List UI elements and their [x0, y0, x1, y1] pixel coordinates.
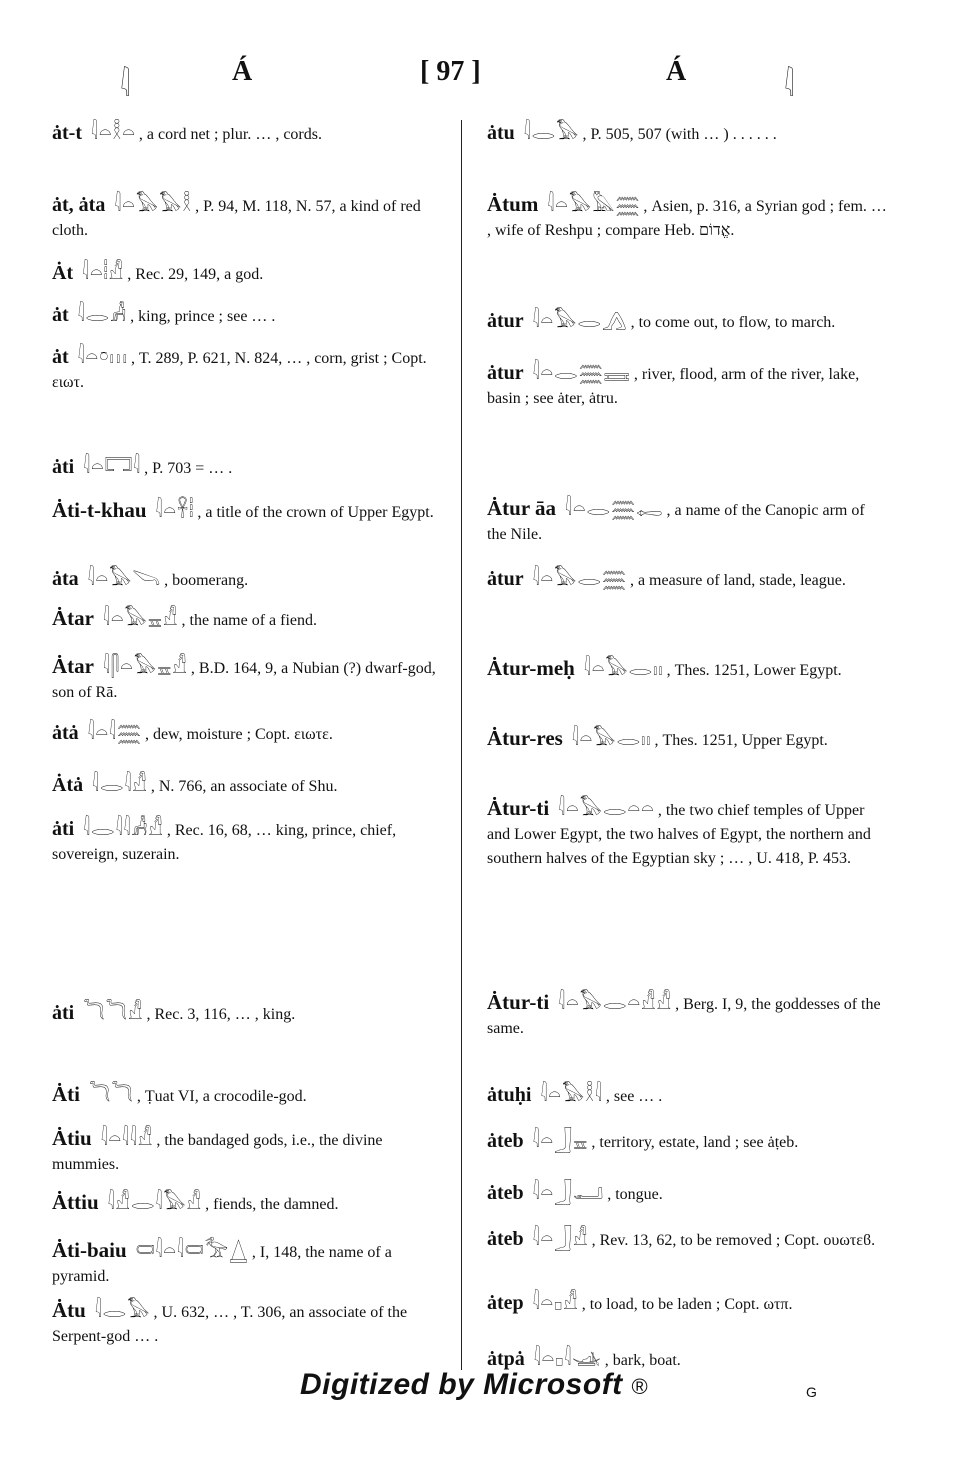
headword: ȧtep [487, 1292, 524, 1314]
headword: ȧteb [487, 1130, 524, 1152]
headword: ȧtur [487, 568, 524, 590]
dictionary-entry [487, 1226, 887, 1253]
definition: , Thes. 1251, Lower Egypt. [666, 662, 842, 679]
definition: , Asien, p. 316, a Syrian god ; fem. … , wife of Reshpu ; compare Heb. אֱדוֹם. [487, 198, 887, 239]
header-reed-glyph-right: 𓇋 [784, 69, 795, 104]
dictionary-entry [487, 308, 887, 335]
dictionary-entry [487, 1180, 887, 1207]
hieroglyph-group: 𓇋𓏏𓅃𓅓𓈗 [547, 192, 641, 216]
dictionary-entry [52, 772, 452, 799]
hieroglyph-group: 𓇋𓏏𓅃𓂋𓏤𓏤 [583, 656, 664, 680]
hieroglyph-group: 𓇋𓏏𓏌𓏥 [77, 344, 128, 368]
dictionary-entry [52, 1126, 452, 1177]
definition: , bark, boat. [604, 1352, 681, 1369]
definition: , a title of the crown of Upper Egypt. [197, 504, 434, 521]
dictionary-entry [52, 498, 452, 525]
headword: Ȧtu [52, 1298, 86, 1322]
hieroglyph-group: 𓇋𓏏𓏪𓀭 [82, 260, 125, 284]
hieroglyph-group: 𓇋𓂋𓀻 [77, 302, 128, 326]
signature-mark: G [806, 1384, 817, 1400]
column-divider [461, 120, 462, 1370]
definition: , I, 148, the name of a pyramid. [52, 1244, 392, 1285]
dictionary-entry [487, 1082, 887, 1109]
definition: , Rec. 29, 149, a god. [127, 266, 264, 283]
definition: , U. 632, … , T. 306, an associate of the Serpent-god … . [52, 1304, 408, 1345]
headword: Ȧti [52, 1082, 80, 1106]
definition: , to load, to be laden ; Copt. ωτπ. [581, 1296, 793, 1313]
dictionary-entry [52, 816, 452, 867]
hieroglyph-group: 𓇋𓏏𓅃𓂋𓈗 [532, 566, 627, 590]
hieroglyph-group: 𓇋𓏏𓎛𓏏 [90, 120, 136, 144]
headword: ȧtȧ [52, 722, 79, 744]
definition: , Rec. 3, 116, … , king. [146, 1006, 296, 1023]
headword: Ȧtȧ [52, 774, 84, 796]
definition: , a name of the Canopic arm of the Nile. [487, 502, 865, 543]
hieroglyph-group: 𓇋𓂋𓅃 [523, 120, 580, 144]
hieroglyph-group: 𓇋𓏏𓅃𓎛𓇋 [540, 1082, 603, 1106]
dictionary-entry [487, 496, 887, 547]
headword: Ȧttiu [52, 1190, 99, 1214]
hieroglyph-group: 𓇋𓏏𓃀𓈇 [532, 1128, 589, 1152]
dictionary-entry [52, 192, 452, 243]
digitized-watermark [300, 1368, 648, 1402]
dictionary-entry [52, 120, 452, 147]
dictionary-entry [52, 566, 452, 593]
headword: ȧtuḥi [487, 1084, 532, 1106]
hieroglyph-group: 𓇋𓏏𓅃𓅃𓎛 [114, 192, 193, 216]
hieroglyph-group: 𓇋𓏏𓅃𓂋𓏏𓀭𓀭 [558, 990, 673, 1014]
header-letter-right: Á [666, 56, 687, 87]
headword: Ȧt [52, 262, 74, 284]
dictionary-entry [52, 344, 452, 395]
dictionary-entry [487, 566, 887, 593]
registered-mark-icon: ® [631, 1374, 649, 1399]
dictionary-entry [52, 1000, 452, 1027]
headword: Ȧtar [52, 654, 94, 678]
dictionary-entry [52, 1190, 452, 1217]
headword: ȧteb [487, 1228, 524, 1250]
hieroglyph-group: 𓇋𓏏𓅃𓂋𓂻 [532, 308, 628, 332]
hieroglyph-group: 𓇋𓏏𓅃𓂋𓏏𓏏 [558, 796, 655, 820]
dictionary-entry [487, 360, 887, 411]
hieroglyph-group: 𓇋𓏏𓅃𓌪 [87, 566, 162, 590]
dictionary-entry [487, 1128, 887, 1155]
hieroglyph-group: 𓇋𓏏𓊪𓀭 [532, 1290, 579, 1314]
dictionary-entry [52, 654, 452, 705]
definition: , a cord net ; plur. … , cords. [138, 126, 322, 143]
page-header [0, 56, 958, 104]
hieroglyph-group: 𓇋𓏏𓅃𓂋𓏤𓏤 [571, 726, 652, 750]
hieroglyph-group: 𓇋𓏏𓂋𓈗𓉻 [565, 496, 664, 520]
definition: , T. 289, P. 621, N. 824, … , corn, grist ; Copt. ειωτ. [52, 350, 427, 391]
definition: , to come out, to flow, to march. [630, 314, 836, 331]
dictionary-entry [487, 726, 887, 753]
hieroglyph-group: 𓆓𓆓 [89, 1082, 134, 1106]
definition: , Rec. 16, 68, … king, prince, chief, sovereign, suzerain. [52, 822, 397, 863]
definition: , the two chief temples of Upper and Lower Egypt, the two halves of Egypt, the northern and southern halves of the Egyptian sky ; … , U. 418, P. 453. [487, 802, 871, 867]
definition: , B.D. 164, 9, a Nubian (?) dwarf-god, son of Rā. [52, 660, 436, 701]
definition: , the name of a fiend. [181, 612, 318, 629]
definition: , P. 703 = … . [144, 460, 233, 477]
dictionary-entry [487, 120, 887, 147]
definition: , boomerang. [164, 572, 249, 589]
headword: ȧta [52, 568, 79, 590]
definition: , P. 94, M. 118, N. 57, a kind of red cloth. [52, 198, 421, 239]
hieroglyph-group: 𓇋𓏏𓂋𓈗𓈘 [532, 360, 631, 384]
headword: ȧt [52, 346, 69, 368]
hieroglyph-group: 𓇋𓂋𓅃 [94, 1298, 151, 1322]
headword: ȧt-t [52, 122, 82, 144]
hieroglyph-group: 𓇋𓏏𓉐𓇋 [83, 454, 142, 478]
header-letter-left: Á [232, 56, 253, 87]
definition: , see … . [605, 1088, 663, 1105]
headword: Ȧtar [52, 606, 94, 630]
dictionary-entry [52, 1238, 452, 1289]
headword: ȧtur [487, 362, 524, 384]
headword: Ȧtur-meḥ [487, 656, 575, 680]
headword: Ȧti-t-khau [52, 498, 147, 522]
hieroglyph-group: 𓇋𓏏𓅃𓈇𓀭 [102, 606, 179, 630]
dictionary-entry [487, 656, 887, 683]
definition: , Berg. I, 9, the goddesses of the same. [487, 996, 881, 1037]
definition: , Ṭuat VI, a crocodile-god. [136, 1088, 307, 1105]
headword: Ȧtur-ti [487, 990, 550, 1014]
hieroglyph-group: 𓍷𓇋𓏏𓇋𓍷𓅡𓉴 [135, 1238, 249, 1262]
headword: ȧteb [487, 1182, 524, 1204]
definition: , Thes. 1251, Upper Egypt. [654, 732, 828, 749]
headword: Ȧtur-ti [487, 796, 550, 820]
digitized-text: Digitized by Microsoft [300, 1368, 623, 1401]
definition: , river, flood, arm of the river, lake, basin ; see ȧter, ȧtru. [487, 366, 860, 407]
header-reed-glyph-left: 𓇋 [120, 69, 131, 104]
definition: , Rev. 13, 62, to be removed ; Copt. ουωτεϐ. [591, 1232, 876, 1249]
hieroglyph-group: 𓇋𓀭𓂋𓇋𓅃𓀭 [107, 1190, 203, 1214]
headword: Ȧtiu [52, 1126, 92, 1150]
dictionary-entry [487, 192, 887, 243]
headword: ȧti [52, 1002, 75, 1024]
headword: Ȧti-baiu [52, 1238, 127, 1262]
dictionary-entry [52, 1298, 452, 1349]
definition: , tongue. [607, 1186, 663, 1203]
dictionary-entry [52, 1082, 452, 1109]
hieroglyph-group: 𓇋𓂋𓇋𓀭 [92, 772, 148, 796]
definition: , territory, estate, land ; see ȧṭeb. [591, 1134, 799, 1151]
hieroglyph-group: 𓇋𓂋𓇋𓇋𓀻𓀭 [83, 816, 164, 840]
hieroglyph-group: 𓇋𓏏𓇋𓇋𓀭 [100, 1126, 154, 1150]
hieroglyph-group: 𓇋𓏏𓋹𓏪 [155, 498, 195, 522]
headword: Ȧtur āa [487, 496, 557, 520]
hieroglyph-group: 𓇋𓏏𓊪𓇋𓊛 [533, 1346, 602, 1370]
headword: ȧtpȧ [487, 1348, 525, 1370]
definition: , fiends, the damned. [205, 1196, 339, 1213]
dictionary-entry [52, 302, 452, 329]
dictionary-entry [52, 606, 452, 633]
page-number: [ 97 ] [420, 56, 481, 87]
hieroglyph-group: 𓇋𓋴𓏏𓅃𓈇𓀭 [102, 654, 188, 678]
headword: Ȧtum [487, 192, 539, 216]
dictionary-entry [52, 454, 452, 481]
definition: , king, prince ; see … . [130, 308, 276, 325]
dictionary-entry [487, 796, 887, 871]
definition: , dew, moisture ; Copt. ειωτε. [144, 726, 333, 743]
headword: ȧtur [487, 310, 524, 332]
headword: ȧt [52, 304, 69, 326]
hieroglyph-group: 𓆓𓆓𓀭 [83, 1000, 144, 1024]
dictionary-entry [52, 720, 452, 747]
hieroglyph-group: 𓇋𓏏𓇋𓈗 [87, 720, 142, 744]
dictionary-entry [52, 260, 452, 287]
definition: , the bandaged gods, i.e., the divine mummies. [52, 1132, 383, 1173]
definition: , P. 505, 507 (with … ) . . . . . . [582, 126, 777, 143]
headword: ȧt, ȧta [52, 194, 106, 216]
hieroglyph-group: 𓇋𓏏𓃀𓂝 [532, 1180, 605, 1204]
headword: ȧti [52, 818, 75, 840]
dictionary-entry [487, 1290, 887, 1317]
dictionary-entry [487, 990, 887, 1041]
hieroglyph-group: 𓇋𓏏𓃀𓀭 [532, 1226, 589, 1250]
definition: , a measure of land, stade, league. [629, 572, 846, 589]
headword: ȧti [52, 456, 75, 478]
definition: , N. 766, an associate of Shu. [150, 778, 338, 795]
headword: Ȧtur-res [487, 726, 563, 750]
headword: ȧtu [487, 122, 515, 144]
